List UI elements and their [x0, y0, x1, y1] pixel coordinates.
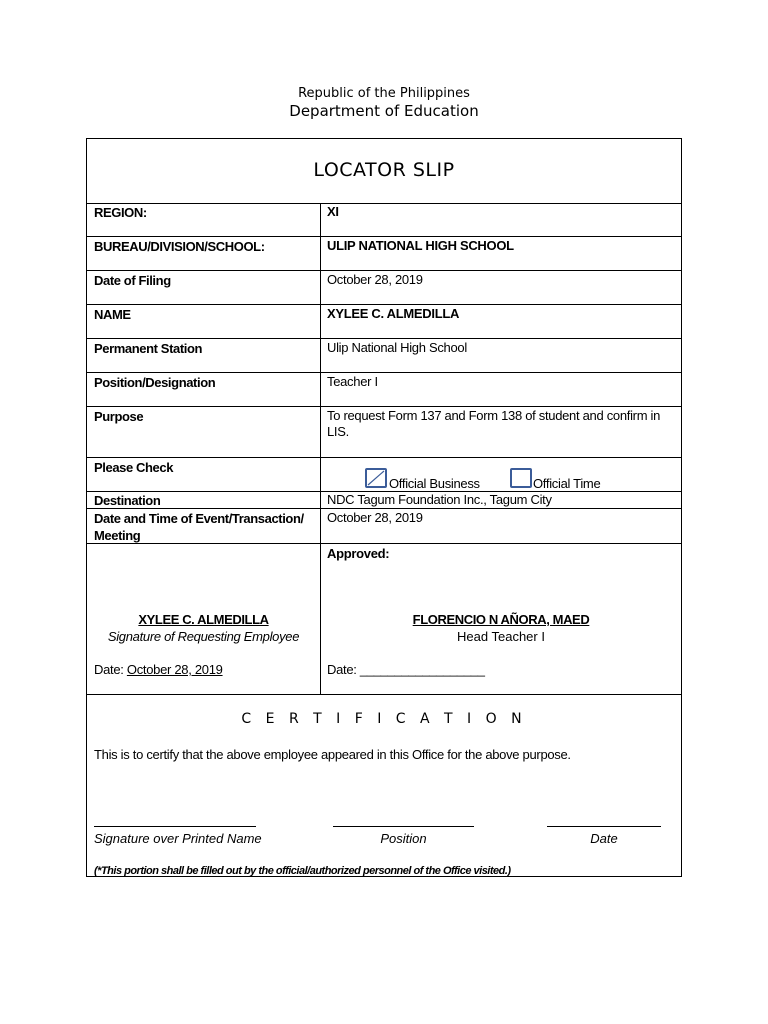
position-line [333, 826, 474, 827]
row-divider [87, 304, 681, 305]
destination-label: Destination [94, 493, 161, 508]
checkmark-slash-icon [367, 470, 385, 486]
republic-header: Republic of the Philippines [298, 86, 470, 101]
row-divider [87, 508, 681, 509]
locator-slip-form [86, 138, 682, 877]
date-of-filing-value: October 28, 2019 [327, 272, 423, 287]
department-header: Department of Education [289, 102, 479, 120]
official-business-label: Official Business [389, 476, 480, 491]
requester-name: XYLEE C. ALMEDILLA [138, 612, 269, 627]
row-divider [87, 236, 681, 237]
official-time-label: Official Time [533, 476, 601, 491]
date-label: Date: [94, 662, 127, 677]
form-title: LOCATOR SLIP [313, 159, 455, 181]
region-label: REGION: [94, 205, 147, 220]
purpose-value: To request Form 137 and Form 138 of student and confirm in LIS. [327, 408, 661, 439]
requester-caption: Signature of Requesting Employee [107, 629, 300, 644]
requester-date-line [94, 662, 223, 678]
region-value: XI [327, 204, 339, 219]
event-date-label: Date and Time of Event/Transaction/ Meeting [94, 511, 304, 543]
row-divider [87, 372, 681, 373]
approver-name: FLORENCIO N AÑORA, MAED [412, 612, 590, 627]
row-divider [87, 338, 681, 339]
row-divider [87, 694, 681, 695]
row-divider [87, 406, 681, 407]
signature-line [94, 826, 256, 827]
signature-caption: Signature over Printed Name [94, 831, 262, 846]
school-value: ULIP NATIONAL HIGH SCHOOL [327, 238, 514, 253]
approved-label: Approved: [327, 546, 390, 561]
school-label: BUREAU/DIVISION/SCHOOL: [94, 239, 265, 254]
approver-title: Head Teacher I [457, 629, 545, 644]
certification-text: This is to certify that the above employee appeared in this Office for the above purpose. [94, 747, 571, 762]
position-value: Teacher I [327, 374, 378, 389]
row-divider [87, 457, 681, 458]
permanent-station-label: Permanent Station [94, 341, 203, 356]
permanent-station-value: Ulip National High School [327, 340, 467, 355]
requester-date: October 28, 2019 [126, 662, 223, 677]
purpose-label: Purpose [94, 409, 144, 424]
approver-date: Date: __________________ [327, 662, 485, 677]
certification-heading: C E R T I F I C A T I O N [241, 711, 527, 727]
title-cell [87, 139, 681, 204]
date-of-filing-label: Date of Filing [94, 273, 171, 288]
date-line [547, 826, 661, 827]
official-time-checkbox[interactable] [510, 468, 532, 488]
date-caption: Date [590, 831, 618, 846]
please-check-label: Please Check [94, 460, 174, 475]
row-divider [87, 270, 681, 271]
position-label: Position/Designation [94, 375, 216, 390]
name-value: XYLEE C. ALMEDILLA [327, 306, 460, 321]
destination-value: NDC Tagum Foundation Inc., Tagum City [327, 492, 552, 507]
position-caption: Position [380, 831, 427, 846]
name-label: NAME [94, 307, 131, 322]
event-date-value: October 28, 2019 [327, 510, 423, 525]
certification-note: (*This portion shall be filled out by the official/authorized personnel of the Office visited.) [94, 865, 511, 877]
official-business-checkbox[interactable] [365, 468, 387, 488]
